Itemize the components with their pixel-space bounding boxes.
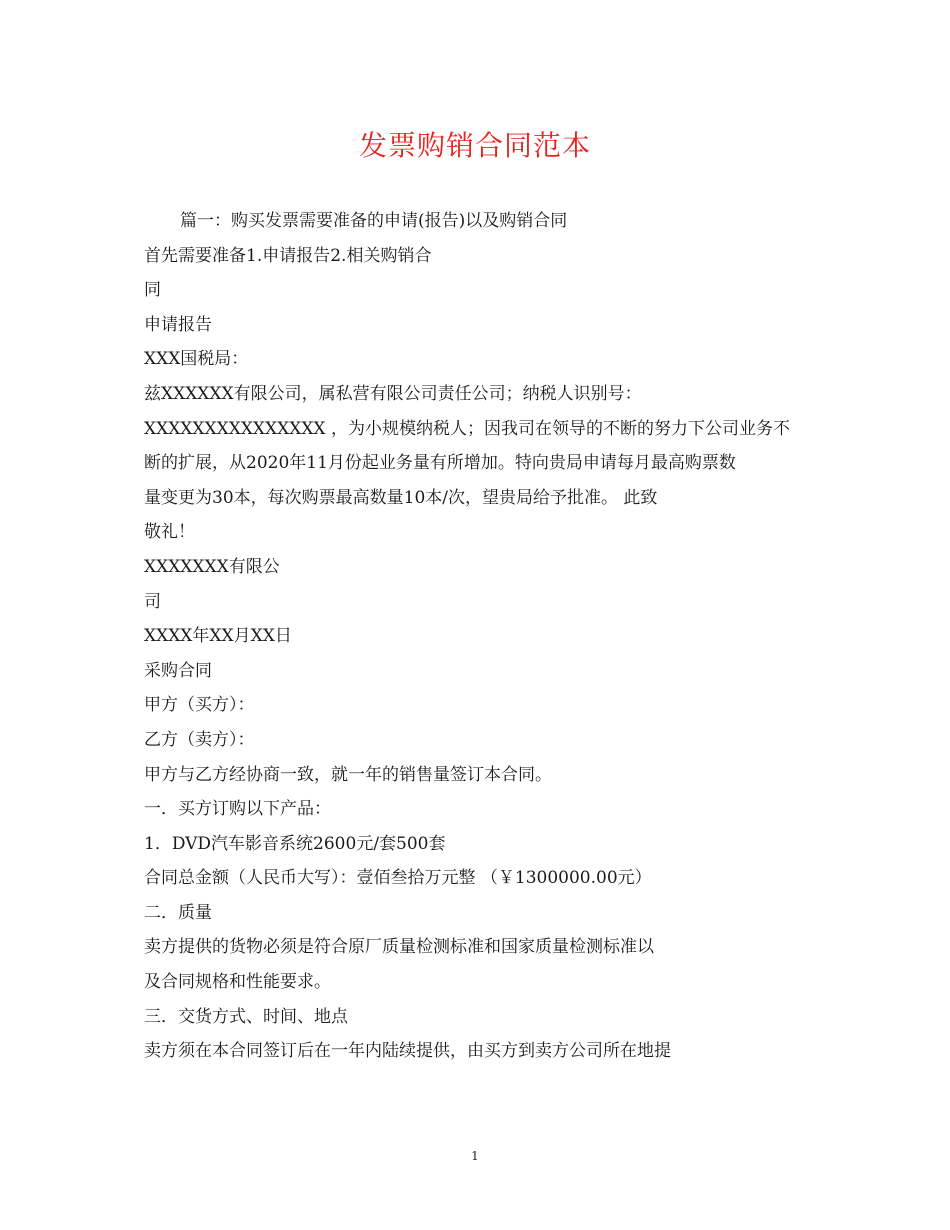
total-amount: 合同总金额（人民币大写）：壹佰叁拾万元整 （￥1300000.00元） — [144, 868, 652, 889]
addressee: XXX国税局： — [144, 349, 249, 370]
subheading: 采购合同 — [144, 660, 212, 681]
paragraph-line: 兹XXXXXX有限公司，属私营有限公司责任公司；纳税人识别号： — [144, 383, 642, 404]
paragraph-line: XXXXXXXXXXXXXXX ，为小规模纳税人；因我司在领导的不断的努力下公司业务不 — [144, 418, 790, 439]
paragraph-line: 首先需要准备1.申请报告2.相关购销合 — [144, 245, 432, 266]
party-buyer: 甲方（买方）： — [144, 695, 255, 716]
paragraph-line: 甲方与乙方经协商一致，就一年的销售量签订本合同。 — [144, 764, 552, 785]
paragraph-line: 卖方须在本合同签订后在一年内陆续提供，由买方到卖方公司所在地提 — [144, 1041, 671, 1062]
salutation: 敬礼！ — [144, 522, 195, 543]
paragraph-line: 及合同规格和性能要求。 — [144, 972, 331, 993]
clause-heading: 二．质量 — [144, 902, 212, 923]
party-seller: 乙方（卖方）： — [144, 729, 255, 750]
product-item: 1．DVD汽车影音系统2600元/套500套 — [144, 833, 446, 854]
page-number: 1 — [471, 1149, 479, 1163]
paragraph-line: 同 — [144, 280, 161, 301]
signature-company: XXXXXXX有限公 — [144, 556, 280, 577]
paragraph-line: 卖方提供的货物必须是符合原厂质量检测标准和国家质量检测标准以 — [144, 937, 654, 958]
section-heading: 篇一：购买发票需要准备的申请(报告)以及购销合同 — [180, 211, 568, 231]
paragraph-line: 量变更为30本，每次购票最高数量10本/次，望贵局给予批准。 此致 — [144, 487, 658, 508]
subheading: 申请报告 — [144, 314, 212, 335]
signature-date: XXXX年XX月XX日 — [144, 626, 292, 647]
clause-heading: 三．交货方式、时间、地点 — [144, 1006, 348, 1027]
paragraph-line: 断的扩展，从2020年11月份起业务量有所增加。特向贵局申请每月最高购票数 — [144, 453, 736, 474]
document-title: 发票购销合同范本 — [358, 129, 591, 162]
document-body — [144, 204, 814, 1069]
clause-heading: 一．买方订购以下产品： — [144, 799, 331, 820]
signature-company: 司 — [144, 591, 161, 612]
